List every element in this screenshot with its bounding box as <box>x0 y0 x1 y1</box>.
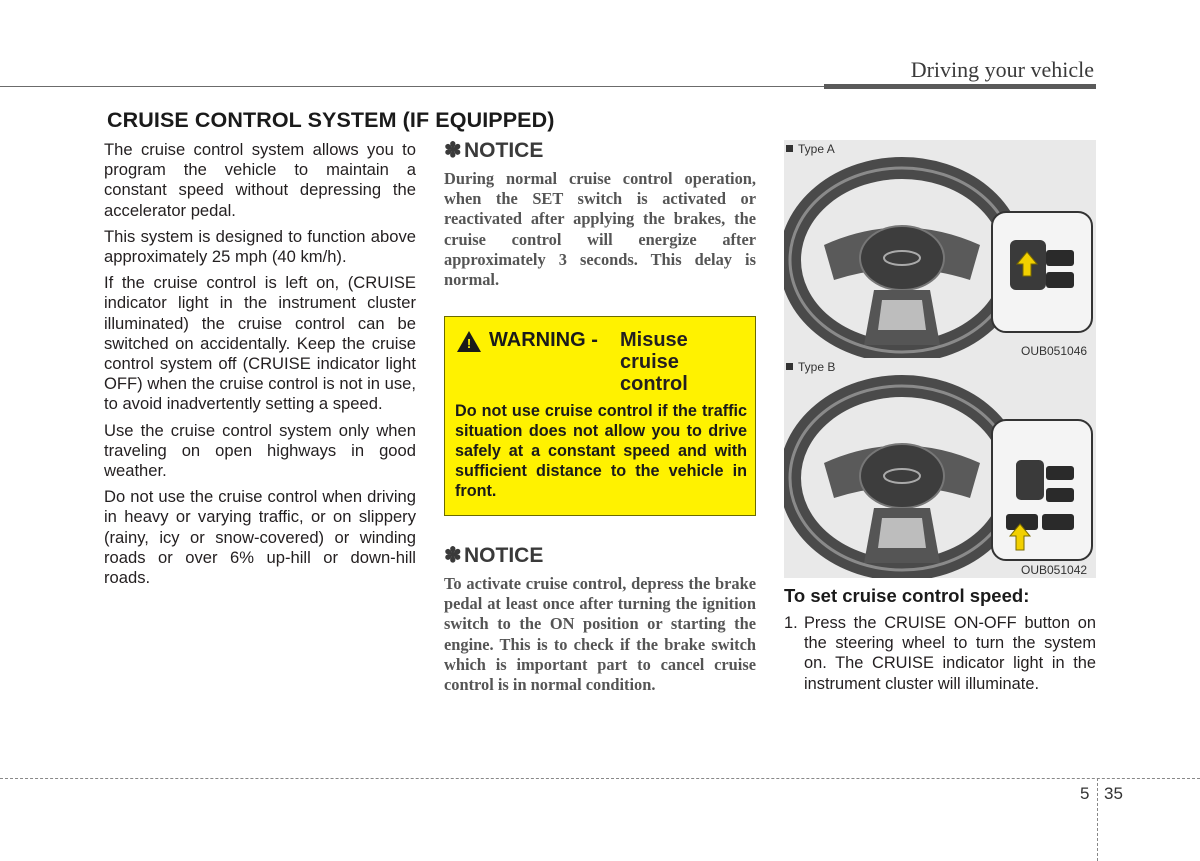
notice-body: During normal cruise control operation, when the SET switch is activated or reactivated after applying the brakes, the cruise control will energize after approximately 3 seconds. This delay is normal. <box>444 169 756 290</box>
figure-a-label: Type A <box>786 142 835 156</box>
intro-column <box>104 140 416 594</box>
figure-a-steering-wheel <box>784 140 1096 360</box>
figure-b-code: OUB051042 <box>1021 563 1088 577</box>
steering-wheel-icon <box>784 358 1096 578</box>
footer-divider <box>1097 778 1098 861</box>
running-header: Driving your vehicle <box>910 57 1094 82</box>
header-bar <box>824 84 1096 89</box>
page-number: 35 <box>1104 784 1123 803</box>
subsection-heading: To set cruise control speed: <box>784 585 1030 606</box>
warning-box <box>444 316 756 516</box>
footer-rule <box>0 778 1200 779</box>
steering-wheel-icon <box>784 140 1096 360</box>
step-number: 1. <box>784 614 798 632</box>
paragraph: Use the cruise control system only when traveling on open highways in good weather. <box>104 420 416 481</box>
warning-exclamation-icon: ! <box>466 336 472 351</box>
paragraph: If the cruise control is left on, (CRUISE indicator light in the instrument cluster illuminated) the cruise control can be switched on accidentally. Keep the cruise control system off (CRUISE indicator light OFF) when the cruise control is not in use, to avoid inadvertently setting a speed. <box>104 273 416 414</box>
notice-star-icon: ✽ <box>444 139 462 162</box>
figure-a-code: OUB051046 <box>1021 344 1088 358</box>
warning-title: WARNING - <box>489 329 598 351</box>
figure-b-steering-wheel <box>784 358 1096 578</box>
warning-subtitle: Misuse cruise control <box>620 329 688 395</box>
step-item <box>784 613 1096 694</box>
notice-heading-text: NOTICE <box>464 139 544 162</box>
notice-heading-text: NOTICE <box>464 544 544 567</box>
notice-block-2 <box>444 543 756 695</box>
notice-body: To activate cruise control, depress the brake pedal at least once after turning the ignition switch to the ON position or starting the engine. This is to check if the brake switch which is important part to cancel cruise control is in normal condition. <box>444 574 756 695</box>
step-text: Press the CRUISE ON-OFF button on the steering wheel to turn the system on. The CRUISE indicator light in the instrument cluster will illuminate. <box>804 614 1096 693</box>
notice-star-icon: ✽ <box>444 544 462 567</box>
chapter-number: 5 <box>1080 784 1090 803</box>
notice-heading <box>444 543 756 568</box>
warning-body: Do not use cruise control if the traffic situation does not allow you to drive safely at a constant speed and with sufficient distance to the vehicle in front. <box>455 402 747 500</box>
figure-b-label: Type B <box>786 360 835 374</box>
notice-heading <box>444 138 756 163</box>
notice-block-1 <box>444 138 756 290</box>
section-title: CRUISE CONTROL SYSTEM (IF EQUIPPED) <box>107 108 555 132</box>
paragraph: This system is designed to function above approximately 25 mph (40 km/h). <box>104 226 416 267</box>
paragraph: The cruise control system allows you to program the vehicle to maintain a constant speed without depressing the accelerator pedal. <box>104 140 416 220</box>
paragraph: Do not use the cruise control when driving in heavy or varying traffic, or on slippery (rainy, icy or snow-covered) or winding roads or over 6% up-hill or down-hill roads. <box>104 487 416 588</box>
